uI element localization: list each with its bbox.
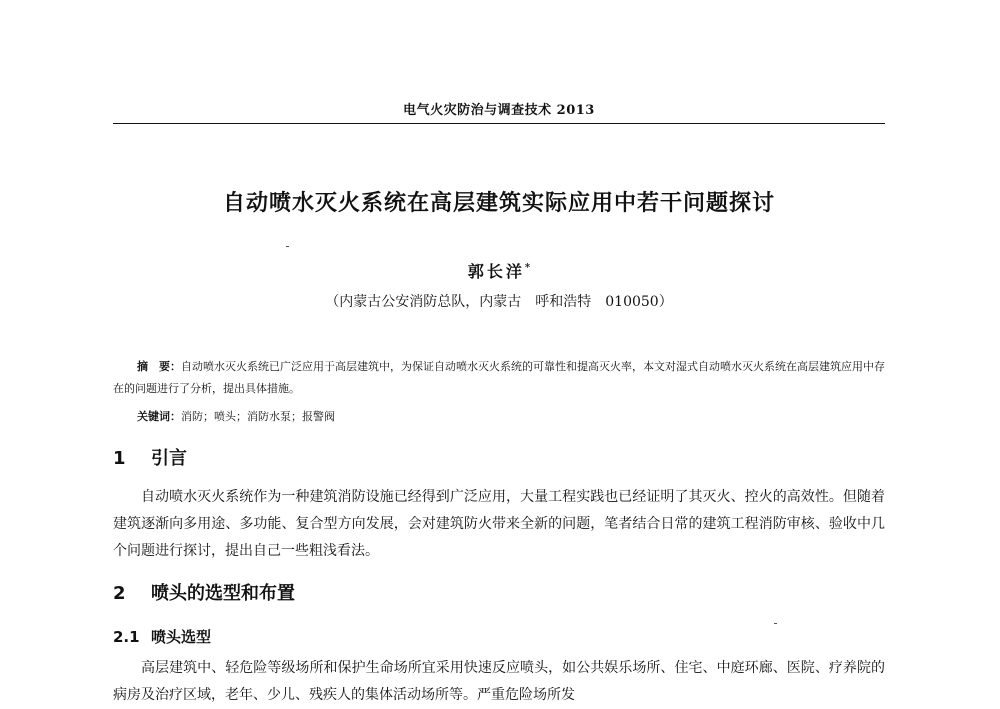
article-title: 自动喷水灭火系统在高层建筑实际应用中若干问题探讨 (222, 191, 775, 216)
affiliation: （内蒙古公安消防总队，内蒙古 呼和浩特 010050） (325, 294, 673, 310)
subsection-paragraph: 高层建筑中、轻危险等级场所和保护生命场所宜采用快速反应喷头，如公共娱乐场所、住宅、中庭环廊、医院、疗养院的病房及治疗区域，老年、少儿、残疾人的集体活动场所等。严重危险场所发 (113, 660, 885, 703)
running-head: 电气火灾防治与调查技术 2013 (403, 103, 595, 118)
section-title: 喷头的选型和布置 (151, 583, 295, 604)
subsection-title: 喷头选型 (151, 628, 212, 646)
author-name: 郭长洋 (467, 262, 525, 281)
scan-speck (774, 623, 777, 624)
scan-speck (286, 246, 289, 247)
keywords-text: 消防；喷头；消防水泵；报警阀 (181, 410, 335, 423)
section-number: 2 (113, 583, 126, 604)
abstract-text: 自动喷水灭火系统已广泛应用于高层建筑中，为保证自动喷水灭火系统的可靠性和提高灭火率，本文对湿式自动喷水灭火系统在高层建筑应用中存在的问题进行了分析，提出具体措施。 (113, 360, 885, 395)
section-number: 1 (113, 448, 126, 469)
subsection-number: 2.1 (113, 628, 140, 646)
section-heading-1 (113, 444, 187, 470)
subsection-heading (113, 626, 211, 647)
keywords (137, 406, 885, 428)
abstract-label: 摘 要： (137, 360, 181, 373)
abstract (113, 356, 885, 400)
section-1-paragraph: 自动喷水灭火系统作为一种建筑消防设施已经得到广泛应用，大量工程实践也已经证明了其灭火、控火的高效性。但随着建筑逐渐向多用途、多功能、复合型方向发展，会对建筑防火带来全新的问题，笔者结合日常的建筑工程消防审核、验收中几个问题进行探讨，提出自己一些粗浅看法。 (113, 489, 885, 559)
section-title: 引言 (151, 448, 187, 469)
author-line (113, 259, 885, 282)
author-footnote-mark: * (524, 262, 531, 274)
header-rule (113, 123, 885, 124)
section-heading-2 (113, 579, 295, 605)
keywords-label: 关键词： (137, 410, 181, 423)
